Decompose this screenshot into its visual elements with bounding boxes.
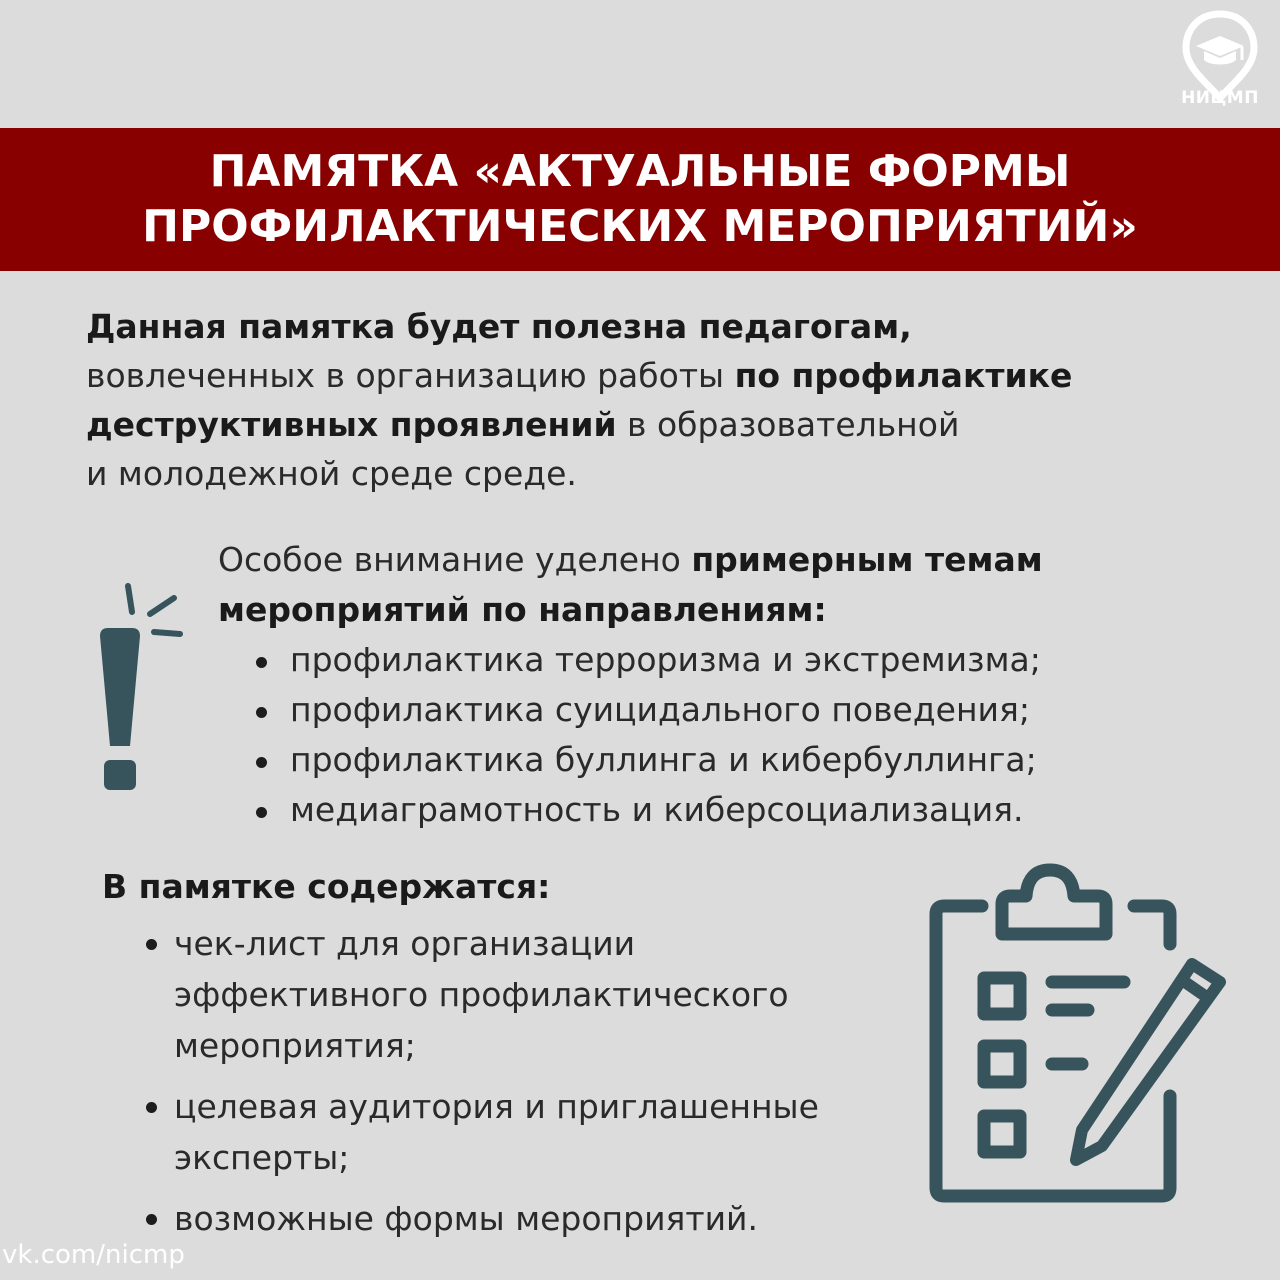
list-item: профилактика буллинга и кибербуллинга; xyxy=(218,735,1268,785)
focus-section xyxy=(218,535,1268,835)
title-banner xyxy=(0,128,1280,271)
intro-bold-2: по профилактике xyxy=(734,356,1073,395)
footer-link[interactable]: vk.com/nicmp xyxy=(2,1240,185,1270)
intro-plain-3: в образовательной xyxy=(616,405,960,444)
intro-bold-1: Данная памятка будет полезна педагогам xyxy=(86,307,900,346)
list-item: профилактика суицидального поведения; xyxy=(218,685,1268,735)
intro-comma: , xyxy=(899,307,912,346)
list-item-line: эффективного профилактического xyxy=(174,975,789,1014)
page-title-line-1: ПАМЯТКА «АКТУАЛЬНЫЕ ФОРМЫ xyxy=(209,146,1071,197)
intro-bold-3: деструктивных проявлений xyxy=(86,405,617,444)
clipboard-checklist-icon xyxy=(920,860,1240,1210)
page-title-line-2: ПРОФИЛАКТИЧЕСКИХ МЕРОПРИЯТИЙ» xyxy=(142,201,1138,252)
list-item-line: чек-лист для организации xyxy=(174,924,636,963)
intro-line-3 xyxy=(86,400,1256,449)
list-item-line: возможные формы мероприятий. xyxy=(174,1199,758,1238)
focus-bold-1: примерным темам xyxy=(691,540,1043,579)
intro-plain-2: вовлеченных в организацию работы xyxy=(86,356,735,395)
exclamation-icon xyxy=(92,578,192,798)
focus-bold-2: мероприятий по направлениям: xyxy=(218,590,827,629)
intro-line-2 xyxy=(86,351,1256,400)
list-item-line: мероприятия; xyxy=(174,1026,416,1065)
list-item xyxy=(102,1081,922,1183)
topics-list xyxy=(218,635,1268,835)
contents-list xyxy=(102,918,922,1244)
intro-paragraph xyxy=(86,302,1256,498)
intro-line-1 xyxy=(86,302,1256,351)
contents-section xyxy=(102,862,922,1254)
logo-text: НИЦМП xyxy=(1181,88,1259,108)
list-item xyxy=(102,1193,922,1244)
focus-line-2 xyxy=(218,585,1268,635)
list-item xyxy=(102,918,922,1071)
list-item-line: целевая аудитория и приглашенные xyxy=(174,1087,819,1126)
list-item-line: эксперты; xyxy=(174,1138,350,1177)
focus-plain-1: Особое внимание уделено xyxy=(218,540,692,579)
contents-title: В памятке содержатся: xyxy=(102,867,551,906)
list-item: профилактика терроризма и экстремизма; xyxy=(218,635,1268,685)
intro-line-4: и молодежной среде среде. xyxy=(86,454,577,493)
list-item: медиаграмотность и киберсоциализация. xyxy=(218,785,1268,835)
focus-line-1 xyxy=(218,535,1268,585)
